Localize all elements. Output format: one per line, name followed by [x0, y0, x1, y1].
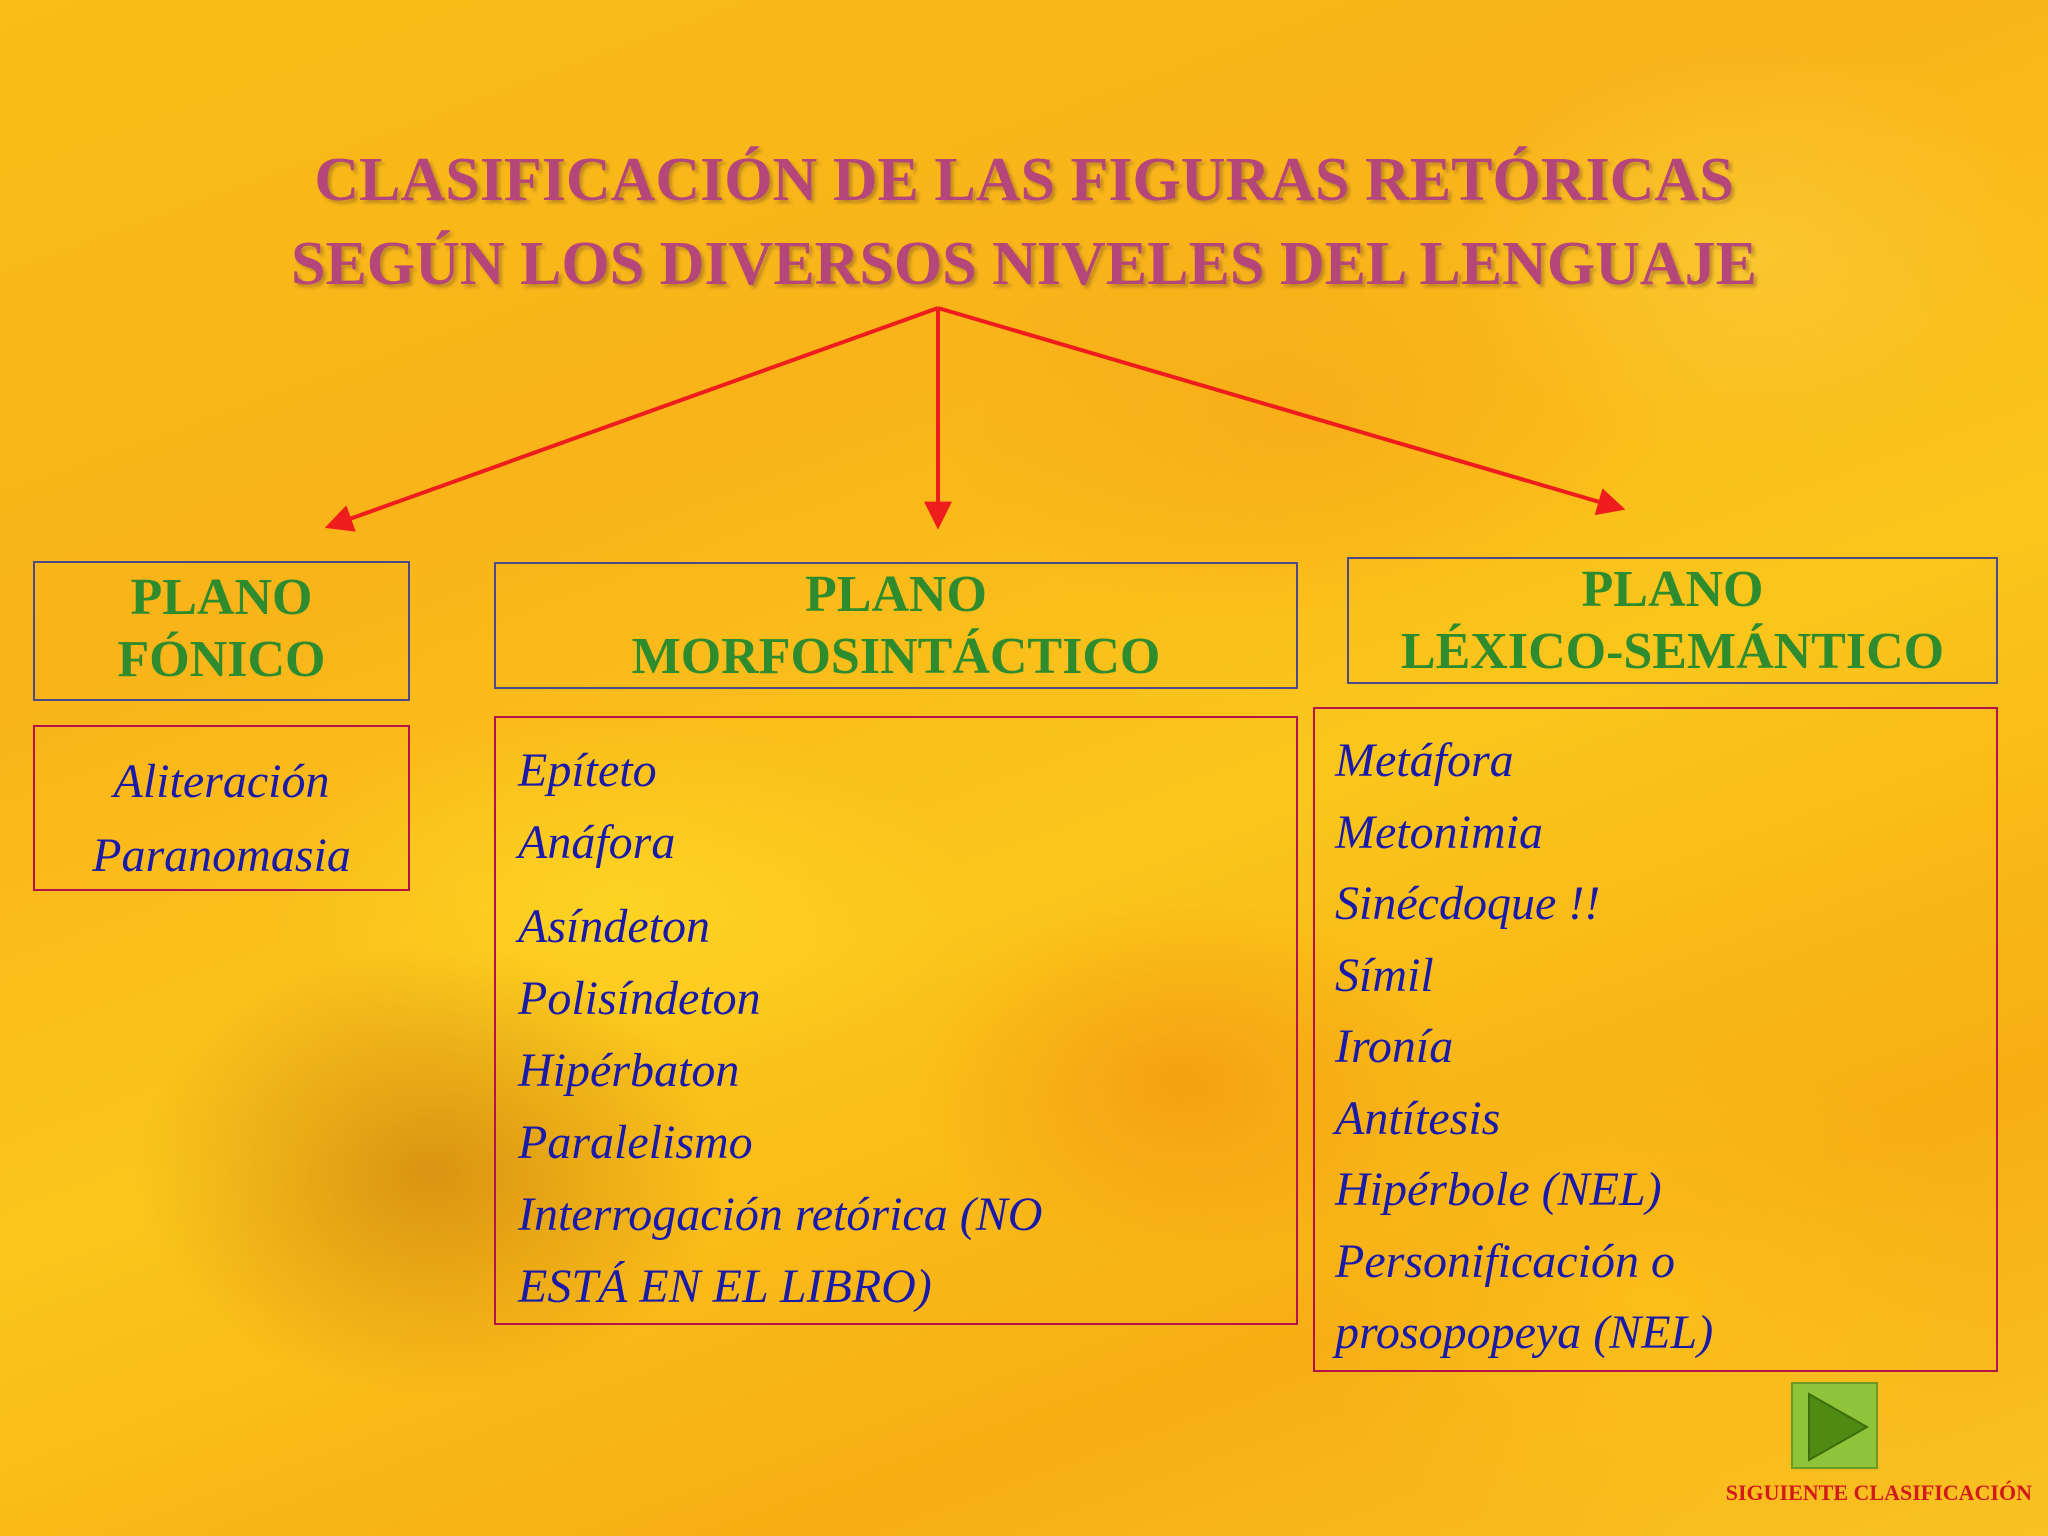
plano-lexico-semantico-list — [1313, 707, 1998, 1372]
next-classification-link[interactable]: SIGUIENTE CLASIFICACIÓN — [1725, 1480, 2032, 1505]
play-triangle-icon — [1793, 1384, 1880, 1471]
list-item: Epíteto — [518, 744, 657, 797]
list-item: Asíndeton — [518, 900, 710, 953]
list-item: Hipérbaton — [518, 1044, 740, 1097]
plano-lexico-semantico-heading — [1347, 557, 1998, 684]
list-item: Antítesis — [1335, 1091, 1501, 1145]
list-item: Polisíndeton — [518, 972, 761, 1025]
plano-morfosintactico-heading — [494, 562, 1298, 689]
heading-line: MORFOSINTÁCTICO — [631, 628, 1161, 685]
list-item: Metonimia — [1335, 805, 1543, 859]
list-item: Personificación o — [1335, 1234, 1675, 1288]
list-item: ESTÁ EN EL LIBRO) — [518, 1260, 932, 1313]
list-item: Hipérbole (NEL) — [1335, 1163, 1662, 1216]
list-item: Sinécdoque !! — [1335, 877, 1601, 930]
heading-line: PLANO — [805, 566, 987, 623]
list-item: prosopopeya (NEL) — [1335, 1306, 1714, 1359]
list-item: Interrogación retórica (NO — [518, 1188, 1043, 1241]
plano-fonico-list — [33, 725, 410, 891]
arrow-to-lexico-semantico — [938, 308, 1620, 508]
plano-fonico-heading — [33, 561, 410, 701]
heading-line: PLANO — [130, 569, 313, 626]
arrow-to-fonico — [330, 308, 938, 526]
list-item: Símil — [1335, 948, 1434, 1002]
list-item: Ironía — [1335, 1020, 1454, 1073]
heading-line: LÉXICO-SEMÁNTICO — [1400, 623, 1945, 680]
list-item: Paranomasia — [92, 829, 351, 882]
plano-morfosintactico-list — [494, 716, 1298, 1325]
list-item: Aliteración — [113, 755, 330, 808]
heading-line: PLANO — [1581, 561, 1764, 618]
next-slide-button[interactable] — [1791, 1382, 1878, 1469]
title-line-2: SEGÚN LOS DIVERSOS NIVELES DEL LENGUAJE — [290, 230, 1758, 298]
title-line-1: CLASIFICACIÓN DE LAS FIGURAS RETÓRICAS — [314, 146, 1734, 214]
heading-line: FÓNICO — [117, 631, 326, 688]
list-item: Anáfora — [518, 816, 676, 869]
list-item: Paralelismo — [518, 1116, 753, 1169]
list-item: Metáfora — [1335, 734, 1514, 787]
